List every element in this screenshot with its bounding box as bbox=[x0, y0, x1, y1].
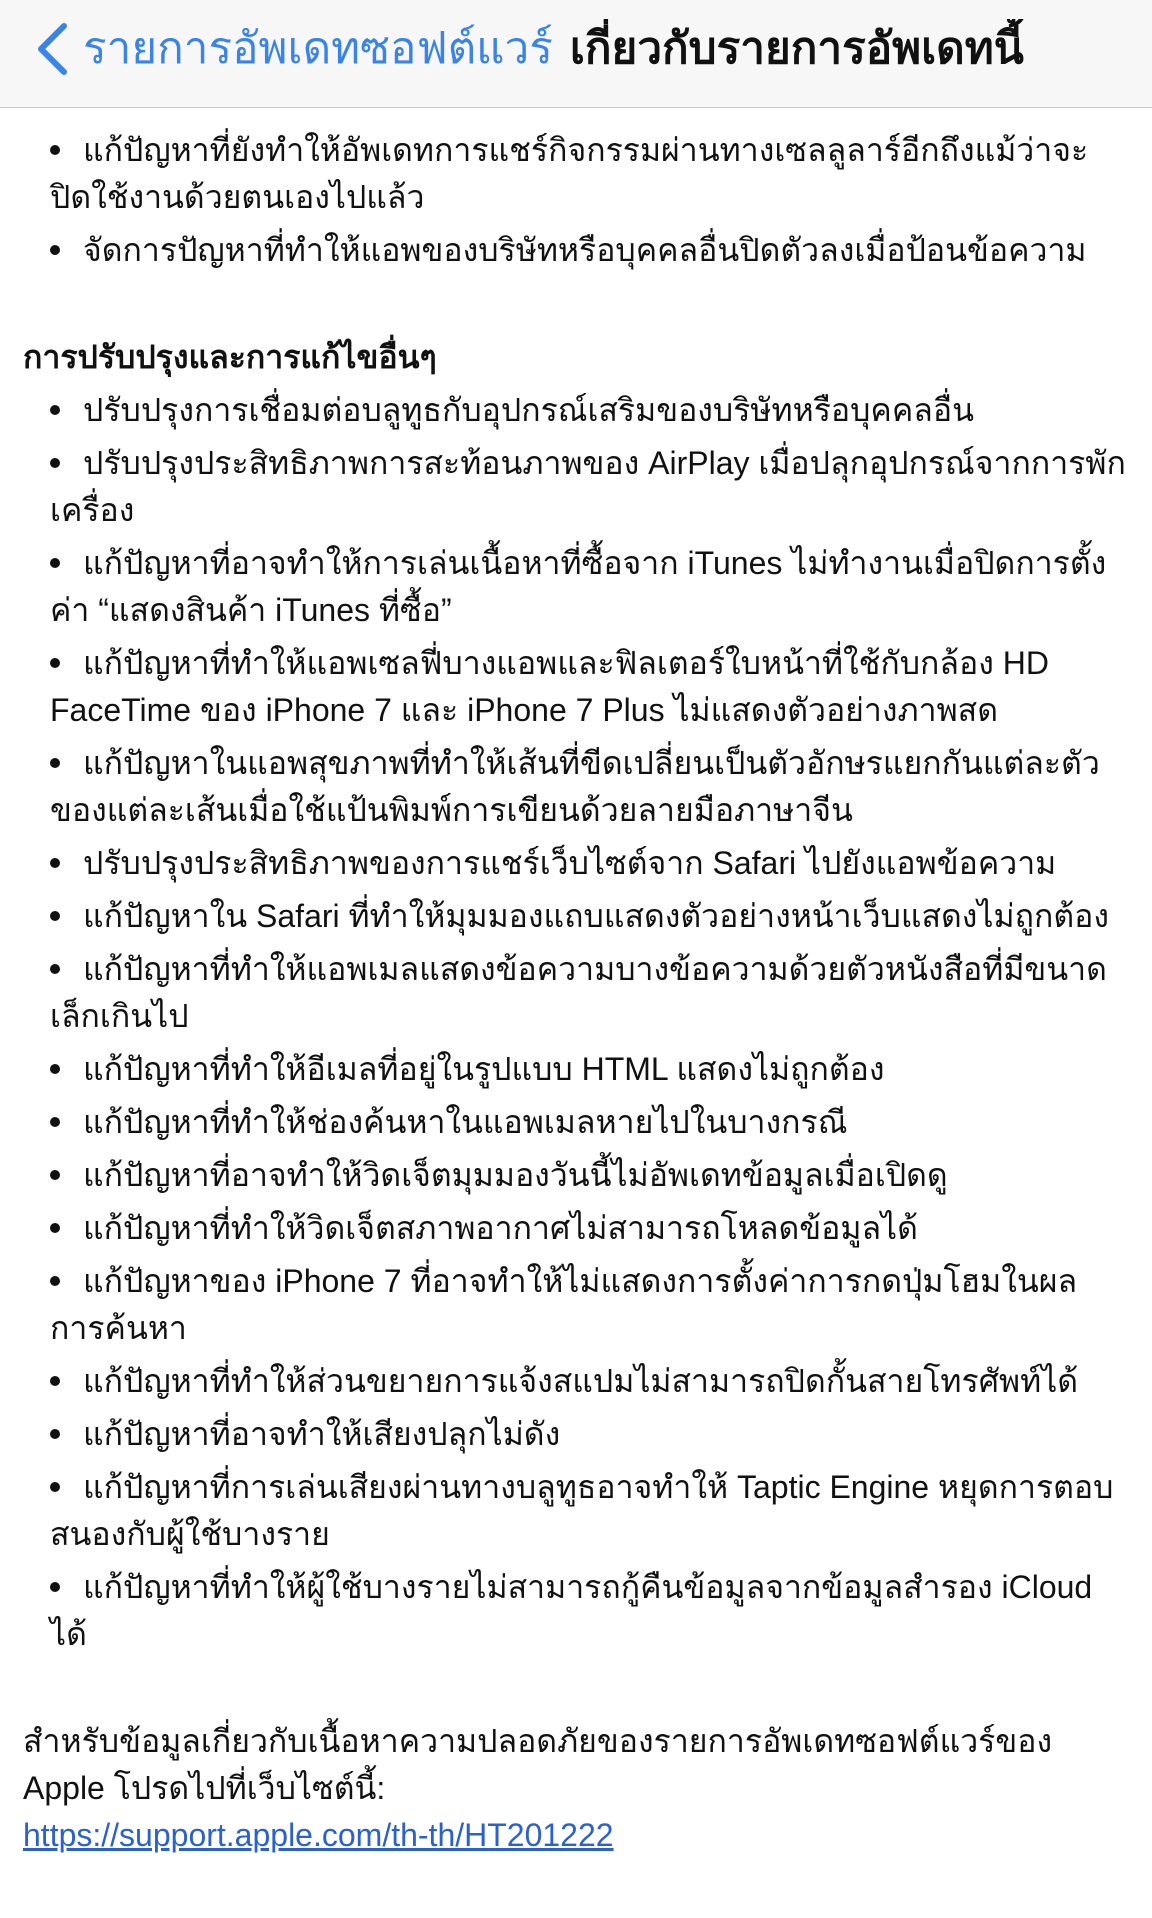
bullet-icon bbox=[50, 964, 60, 974]
list-item bbox=[50, 840, 1128, 887]
list-item-text: ปรับปรุงประสิทธิภาพของการแชร์เว็บไซต์จาก Safari ไปยังแอพข้อความ bbox=[83, 845, 1057, 881]
list-item-text: แก้ปัญหาที่ทำให้แอพเมลแสดงข้อความบางข้อความด้วยตัวหนังสือที่มีขนาดเล็กเกินไป bbox=[50, 951, 1107, 1034]
bullet-icon bbox=[50, 1276, 60, 1286]
back-button-label: รายการอัพเดทซอฟต์แวร์ bbox=[83, 24, 553, 73]
list-item bbox=[50, 1564, 1128, 1658]
list-item-text: แก้ปัญหาที่การเล่นเสียงผ่านทางบลูทูธอาจทำให้ Taptic Engine หยุดการตอบสนองกับผู้ใช้บางราย bbox=[50, 1469, 1114, 1552]
list-item-text: แก้ปัญหาที่ทำให้อีเมลที่อยู่ในรูปแบบ HTML แสดงไม่ถูกต้อง bbox=[83, 1051, 885, 1087]
list-item bbox=[50, 740, 1128, 834]
security-content-link[interactable]: https://support.apple.com/th-th/HT201222 bbox=[23, 1817, 614, 1853]
bullet-icon bbox=[50, 145, 60, 155]
bullet-icon bbox=[50, 245, 60, 255]
list-item-text: จัดการปัญหาที่ทำให้แอพของบริษัทหรือบุคคลอื่นปิดตัวลงเมื่อป้อนข้อความ bbox=[83, 232, 1087, 268]
bullet-icon bbox=[50, 1582, 60, 1592]
bullet-icon bbox=[50, 1117, 60, 1127]
list-item bbox=[50, 387, 1128, 434]
bullet-icon bbox=[50, 911, 60, 921]
list-item bbox=[50, 1464, 1128, 1558]
list-item-text: ปรับปรุงประสิทธิภาพการสะท้อนภาพของ AirPlay เมื่อปลุกอุปกรณ์จากการพักเครื่อง bbox=[50, 445, 1126, 528]
list-item bbox=[50, 1046, 1128, 1093]
bullet-icon bbox=[50, 1064, 60, 1074]
list-item bbox=[50, 946, 1128, 1040]
page-title: เกี่ยวกับรายการอัพเดทนี้ bbox=[569, 24, 1024, 73]
list-item bbox=[50, 640, 1128, 734]
list-item-text: ปรับปรุงการเชื่อมต่อบลูทูธกับอุปกรณ์เสริมของบริษัทหรือบุคคลอื่น bbox=[83, 392, 974, 428]
list-item bbox=[50, 1099, 1128, 1146]
bullet-icon bbox=[50, 558, 60, 568]
bullet-icon bbox=[50, 405, 60, 415]
bullet-icon bbox=[50, 1376, 60, 1386]
list-item-text: แก้ปัญหาที่อาจทำให้วิดเจ็ตมุมมองวันนี้ไม่อัพเดทข้อมูลเมื่อเปิดดู bbox=[83, 1157, 948, 1193]
list-item-text: แก้ปัญหาที่ทำให้ผู้ใช้บางรายไม่สามารถกู้คืนข้อมูลจากข้อมูลสำรอง iCloud ได้ bbox=[50, 1569, 1093, 1652]
list-item-text: แก้ปัญหาที่ทำให้ช่องค้นหาในแอพเมลหายไปในบางกรณี bbox=[83, 1104, 848, 1140]
list-item bbox=[50, 1411, 1128, 1458]
list-item-text: แก้ปัญหาที่ทำให้แอพเซลฟี่บางแอพและฟิลเตอร์ใบหน้าที่ใช้กับกล้อง HD FaceTime ของ iPhone 7 และ iPhone 7 Plus ไม่แสดงตัวอย่างภาพสด bbox=[50, 645, 1049, 728]
chevron-left-icon bbox=[34, 22, 70, 76]
list-item-text: แก้ปัญหาที่ทำให้วิดเจ็ตสภาพอากาศไม่สามารถโหลดข้อมูลได้ bbox=[83, 1210, 918, 1246]
list-item-text: แก้ปัญหาที่อาจทำให้เสียงปลุกไม่ดัง bbox=[83, 1416, 561, 1452]
security-info-text: สำหรับข้อมูลเกี่ยวกับเนื้อหาความปลอดภัยของรายการอัพเดทซอฟต์แวร์ของ Apple โปรดไปที่เว็บไซต์นี้: bbox=[23, 1723, 1053, 1806]
list-item bbox=[50, 1358, 1128, 1405]
navigation-bar bbox=[0, 0, 1152, 108]
list-item bbox=[50, 893, 1128, 940]
list-item bbox=[50, 1258, 1128, 1352]
bullet-icon bbox=[50, 1223, 60, 1233]
bullet-icon bbox=[50, 658, 60, 668]
list-item-text: แก้ปัญหาในแอพสุขภาพที่ทำให้เส้นที่ขีดเปลี่ยนเป็นตัวอักษรแยกกันแต่ละตัวของแต่ละเส้นเมื่อใช้แป้นพิมพ์การเขียนด้วยลายมือภาษาจีน bbox=[50, 745, 1100, 828]
bullet-icon bbox=[50, 1170, 60, 1180]
list-item bbox=[50, 227, 1128, 274]
other-improvements-list bbox=[0, 387, 1152, 1658]
chevron-left-icon-path bbox=[41, 26, 64, 72]
list-item bbox=[50, 1152, 1128, 1199]
bullet-icon bbox=[50, 858, 60, 868]
back-button[interactable] bbox=[0, 0, 553, 98]
list-item-text: แก้ปัญหาที่ยังทำให้อัพเดทการแชร์กิจกรรมผ่านทางเซลลูลาร์อีกถึงแม้ว่าจะปิดใช้งานด้วยตนเองไปแล้ว bbox=[50, 132, 1089, 215]
release-notes-list bbox=[0, 127, 1152, 274]
release-notes-scroll-view[interactable] bbox=[0, 108, 1152, 1918]
bullet-icon bbox=[50, 1482, 60, 1492]
list-item bbox=[50, 440, 1128, 534]
list-item bbox=[50, 127, 1128, 221]
list-item bbox=[50, 1205, 1128, 1252]
list-item-text: แก้ปัญหาใน Safari ที่ทำให้มุมมองแถบแสดงตัวอย่างหน้าเว็บแสดงไม่ถูกต้อง bbox=[83, 898, 1109, 934]
list-item-text: แก้ปัญหาของ iPhone 7 ที่อาจทำให้ไม่แสดงการตั้งค่าการกดปุ่มโฮมในผลการค้นหา bbox=[50, 1263, 1078, 1346]
list-item-text: แก้ปัญหาที่อาจทำให้การเล่นเนื้อหาที่ซื้อจาก iTunes ไม่ทำงานเมื่อปิดการตั้งค่า “แสดงสินค้า iTunes ที่ซื้อ” bbox=[50, 545, 1107, 628]
list-item-text: แก้ปัญหาที่ทำให้ส่วนขยายการแจ้งสแปมไม่สามารถปิดกั้นสายโทรศัพท์ได้ bbox=[83, 1363, 1079, 1399]
section-heading: การปรับปรุงและการแก้ไขอื่นๆ bbox=[23, 339, 437, 375]
bullet-icon bbox=[50, 458, 60, 468]
list-item bbox=[50, 540, 1128, 634]
bullet-icon bbox=[50, 758, 60, 768]
bullet-icon bbox=[50, 1429, 60, 1439]
